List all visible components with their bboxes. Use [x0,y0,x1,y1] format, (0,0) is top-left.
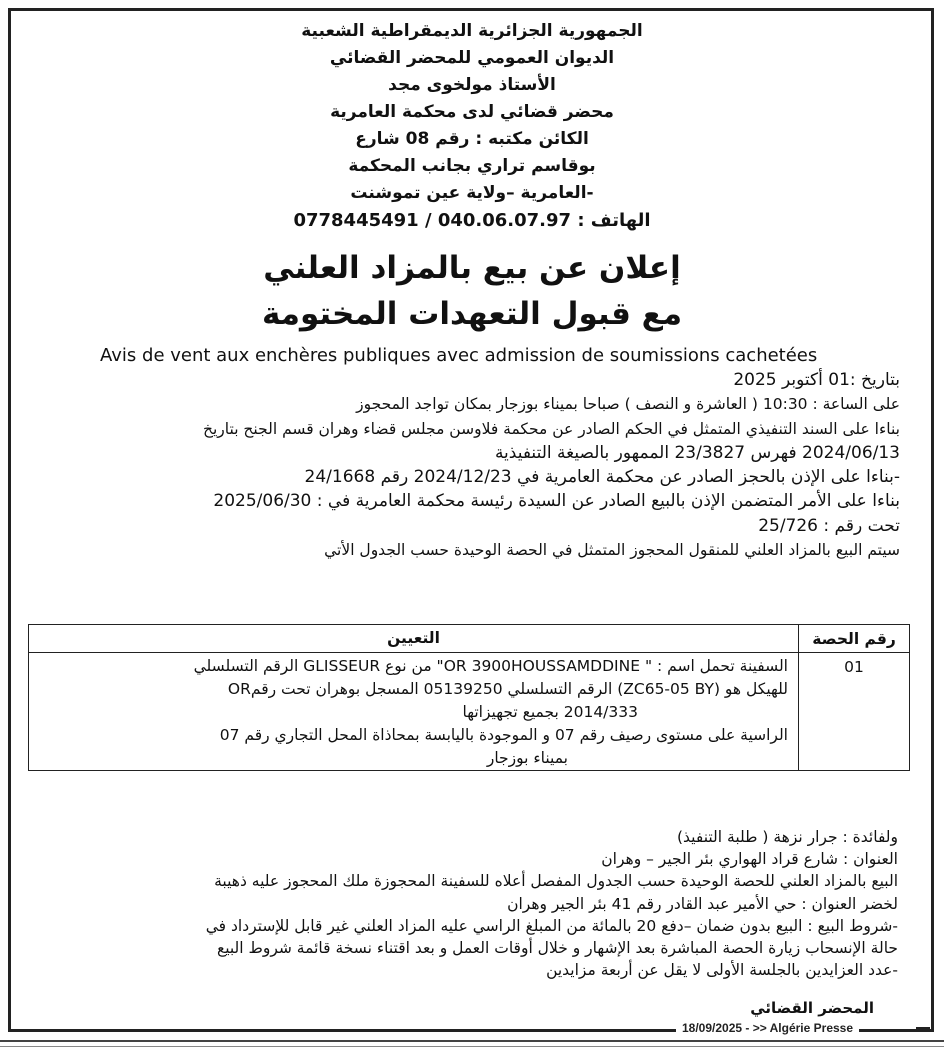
footer-bar [916,1027,930,1032]
owner-line: البيع بالمزاد العلني للحصة الوحيدة حسب الجدول المفصل أعلاه للسفينة المحجوزة ملك المحجوز عليه ذهيبة [214,872,898,891]
notice-title: إعلان عن بيع بالمزاد العلني [263,250,681,286]
lot-number: 01 [799,653,910,771]
header-line-address3: -العامرية –ولاية عين تموشنت [350,183,594,203]
beneficiary-line: ولفائدة : جرار نزهة ( طلبة التنفيذ) [677,828,898,846]
lots-table [28,624,910,771]
sale-time: على الساعة : 10:30 ( العاشرة و النصف ) صباحا بميناء بوزجار بمكان تواجد المحجوز [356,395,900,414]
beneficiary-address: العنوان : شارع قراد الهواري بئر الجير – وهران [601,850,898,869]
lot-description-line: الراسية على مستوى رصيف رقم 07 و الموجودة باليابسة بمحاذاة المحل التجاري رقم 07 [219,726,788,744]
column-header-description: التعيين [29,625,799,653]
header-phone: الهاتف : 040.06.07.97 / 0778445491 [293,210,651,231]
conditions-line-3: -عدد العزايدين بالجلسة الأولى لا يقل عن أربعة مزايدين [546,961,898,980]
basis-line-6: سيتم البيع بالمزاد العلني للمنقول المحجوز المتمثل في الحصة الوحيدة حسب الجدول الأتي [324,541,900,560]
header-line-role: محضر قضائي لدى محكمة العامرية [330,102,614,122]
french-subtitle: Avis de vent aux enchères publiques avec admission de soumissions cachetées [100,345,818,366]
header-block [0,18,944,234]
press-footer: 18/09/2025 - >> Algérie Presse [676,1021,859,1035]
lot-description-line: 2014/333 بجميع تجهيزاتها [462,703,638,721]
header-line-name: الأستاذ مولخوى مجد [388,75,556,95]
table-header-row [29,625,910,653]
table-row [29,653,910,771]
signature: المحضر القضائي [750,999,874,1017]
lot-description-line: للهيكل هو (ZC65-05 BY) الرقم التسلسلي 05139250 المسجل بوهران تحت رقمOR [227,680,788,698]
sale-date: بتاريخ :01 أكتوبر 2025 [733,370,900,390]
header-line-address2: بوقاسم تراري بجانب المحكمة [348,156,596,176]
header-line-republic: الجمهورية الجزائرية الديمقراطية الشعبية [301,21,643,41]
basis-line-2: 2024/06/13 فهرس 23/3827 الممهور بالصيغة التنفيذية [494,442,900,463]
basis-line-4: بناءا على الأمر المتضمن الإذن بالبيع الصادر عن السيدة رئيسة محكمة العامرية في : 2025/06/30 [213,491,900,512]
basis-line-3: -بناءا على الإذن بالحجز الصادر عن محكمة العامرية في 2024/12/23 رقم 24/1668 [304,467,900,488]
lot-description-line: بميناء بوزجار [486,749,568,767]
basis-line-5: تحت رقم : 25/726 [758,515,900,536]
column-header-lot: رقم الحصة [799,625,910,653]
lot-description [29,653,799,771]
page-divider [0,1040,944,1042]
header-line-address1: الكائن مكتبه : رقم 08 شارع [355,129,589,149]
conditions-line-2: حالة الإنسحاب زيارة الحصة المباشرة بعد الإشهار و خلال أوقات العمل و بعد اقتناء نسخة قائمة شروط البيع [216,939,898,958]
header-line-office: الديوان العمومي للمحضر القضائي [329,48,615,68]
notice-subtitle: مع قبول التعهدات المختومة [261,296,683,332]
sale-conditions [28,826,898,981]
owner-address: لخضر العنوان : حي الأمير عبد القادر رقم 41 بئر الجير وهران [507,894,898,913]
basis-line-1: بناءا على السند التنفيذي المتمثل في الحكم الصادر عن محكمة فلاوسن مجلس قضاء وهران قسم الجنح بتاريخ [202,419,900,438]
lot-description-line: السفينة تحمل اسم : " OR 3900HOUSSAMDDINE" من نوع GLISSEUR الرقم التسلسلي [193,657,788,675]
body-text [40,368,900,562]
conditions-line-1: -شروط البيع : البيع بدون ضمان –دفع 20 بالمائة من المبلغ الراسي عليه المزاد العلني غير قابل للإسترداد في [205,916,898,935]
page-divider-thin [0,1046,944,1047]
